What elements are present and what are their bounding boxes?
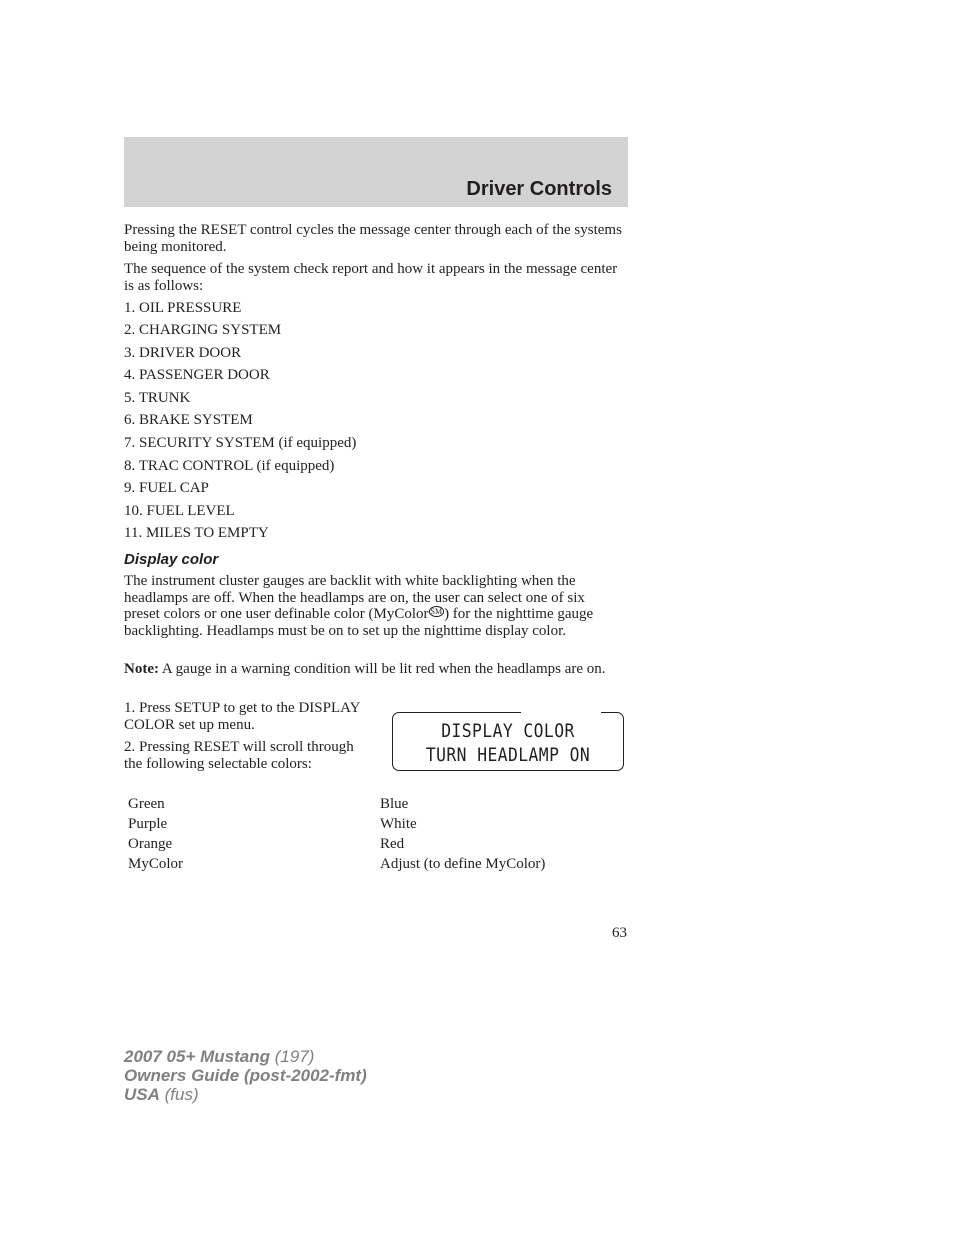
list-item: 7. SECURITY SYSTEM (if equipped) — [124, 435, 357, 451]
footer-line-1 — [124, 1047, 367, 1066]
list-item: 1. OIL PRESSURE — [124, 300, 242, 316]
list-item: 11. MILES TO EMPTY — [124, 525, 269, 541]
display-color-heading: Display color — [124, 551, 219, 568]
footer-line-3 — [124, 1085, 367, 1104]
display-color-text-a: The instrument cluster gauges are backlit with white backlighting when the headlamps are off. When the headlamps are on, the user can select one of six preset colors or one user definable color (MyColor — [124, 573, 585, 622]
message-center-display — [392, 712, 624, 771]
section-title: Driver Controls — [466, 178, 612, 200]
list-item: 9. FUEL CAP — [124, 480, 209, 496]
list-item: 5. TRUNK — [124, 390, 191, 406]
color-option: Blue — [380, 796, 409, 812]
step-2: 2. Pressing RESET will scroll through the following selectable colors: — [124, 739, 354, 772]
service-mark-icon: SM — [430, 607, 443, 616]
list-item: 6. BRAKE SYSTEM — [124, 412, 253, 428]
color-option: White — [380, 816, 417, 832]
display-color-text-b: ) for the nighttime gauge backlighting. Headlamps must be on to set up the nighttime display color. — [124, 606, 594, 639]
list-item: 8. TRAC CONTROL (if equipped) — [124, 458, 335, 474]
footer-line-2 — [124, 1066, 367, 1085]
color-option: Orange — [128, 836, 173, 852]
footer-market: USA — [124, 1085, 160, 1104]
display-color-paragraph — [124, 573, 624, 639]
footer-market-code: (fus) — [159, 1085, 199, 1104]
page-number: 63 — [612, 925, 627, 941]
color-option: Adjust (to define MyColor) — [380, 856, 546, 872]
note-text: A gauge in a warning condition will be lit red when the headlamps are on. — [158, 661, 606, 677]
list-item: 2. CHARGING SYSTEM — [124, 322, 282, 338]
list-item: 4. PASSENGER DOOR — [124, 367, 270, 383]
display-notch — [521, 710, 601, 713]
color-option: MyColor — [128, 856, 184, 872]
color-options-table — [128, 796, 628, 876]
intro-paragraph-2: The sequence of the system check report and how it appears in the message center is as follows: — [124, 261, 618, 294]
note-label: Note: — [124, 661, 159, 677]
color-option: Red — [380, 836, 405, 852]
list-item: 10. FUEL LEVEL — [124, 503, 235, 519]
note-paragraph — [124, 661, 624, 678]
table-row — [128, 816, 628, 836]
section-header-band — [124, 137, 628, 207]
table-row — [128, 856, 628, 876]
color-option: Green — [128, 796, 165, 812]
step-1: 1. Press SETUP to get to the DISPLAY COLOR set up menu. — [124, 700, 360, 733]
footer-model: 2007 05+ Mustang — [124, 1047, 270, 1066]
footer-guide: Owners Guide (post-2002-fmt) — [124, 1066, 367, 1085]
table-row — [128, 836, 628, 856]
document-footer — [124, 1047, 367, 1104]
display-line-2: TURN HEADLAMP ON — [425, 744, 591, 766]
color-option: Purple — [128, 816, 168, 832]
list-item: 3. DRIVER DOOR — [124, 345, 242, 361]
display-line-1: DISPLAY COLOR — [441, 720, 575, 742]
footer-model-code: (197) — [270, 1047, 315, 1066]
table-row — [128, 796, 628, 816]
intro-paragraph-1: Pressing the RESET control cycles the message center through each of the systems being monitored. — [124, 222, 622, 255]
